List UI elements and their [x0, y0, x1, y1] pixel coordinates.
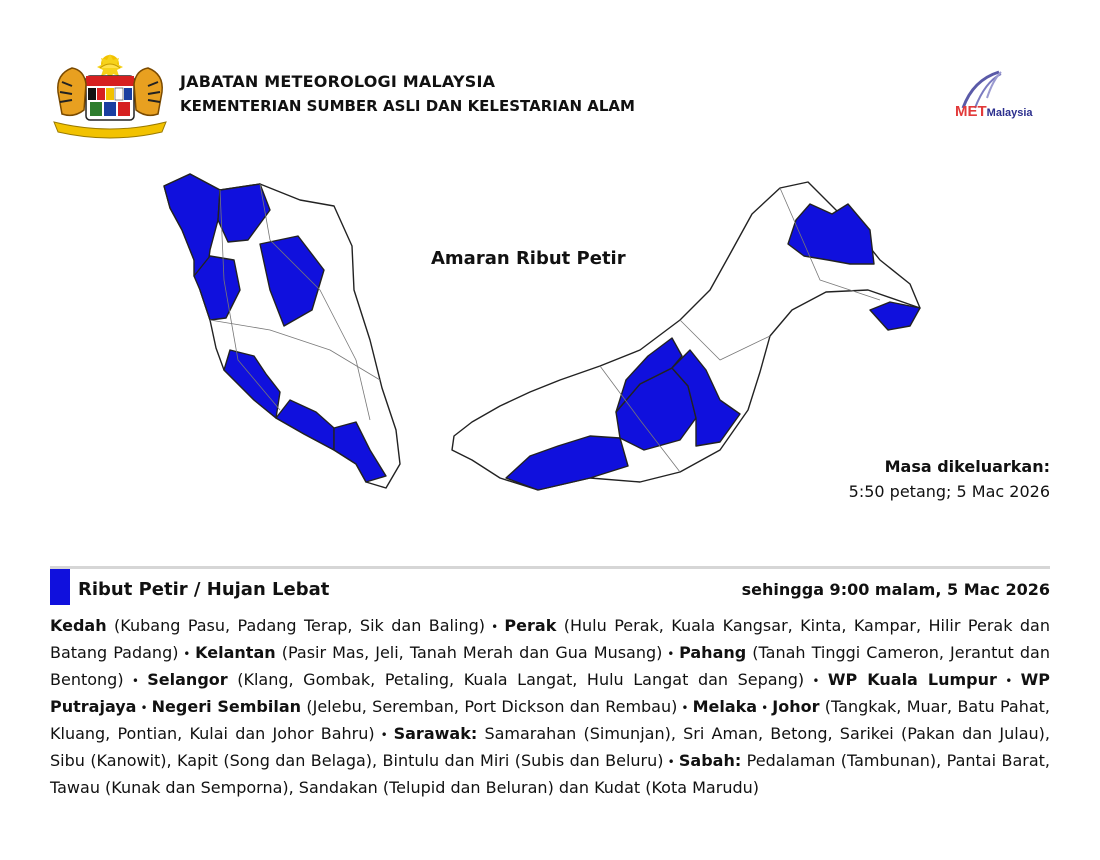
state-name: Perak: [504, 616, 557, 635]
district-list: (Hulu Perak, Kuala Kangsar, Kinta, Kampar, Hilir Perak dan Batang Padang): [50, 616, 1051, 662]
warning-color-marker: [50, 569, 70, 605]
district-list: Pedalaman (Tambunan), Pantai Barat, Tawau (Kunak dan Semporna), Sandakan (Telupid dan Beluran) dan Kudat (Kota Marudu): [50, 751, 1050, 797]
affected-area-item: [195, 643, 662, 662]
tawau-warning-area: [870, 302, 920, 330]
met-malaysia-logo: [935, 68, 1050, 122]
area-separator: •: [178, 647, 196, 661]
department-name: JABATAN METEOROLOGI MALAYSIA: [180, 72, 496, 91]
affected-area-item: [693, 697, 758, 716]
state-name: Sabah:: [678, 751, 742, 770]
state-name: Sarawak:: [393, 724, 478, 743]
state-name: Pahang: [679, 643, 747, 662]
state-name: Melaka: [692, 697, 758, 716]
district-list: (Tangkak, Muar, Batu Pahat, Kluang, Pontian, Kulai dan Johor Bahru): [50, 697, 1051, 743]
affected-area-item: [50, 616, 485, 635]
state-name: WP Putrajaya: [50, 670, 1050, 716]
area-separator: •: [485, 620, 505, 634]
area-separator: •: [663, 755, 679, 769]
area-separator: •: [123, 674, 148, 688]
malaysia-warning-map: [120, 160, 950, 510]
area-separator: •: [374, 728, 394, 742]
area-separator: •: [804, 674, 828, 688]
state-name: Johor: [772, 697, 820, 716]
peninsular-malaysia: [164, 174, 400, 488]
met-malaysia-wordmark: METMalaysia: [955, 103, 1033, 120]
state-name: Negeri Sembilan: [151, 697, 302, 716]
map-title: Amaran Ribut Petir: [431, 248, 626, 269]
state-name: Kelantan: [195, 643, 276, 662]
section-divider: [50, 566, 1050, 569]
area-separator: •: [662, 647, 680, 661]
district-list: (Kubang Pasu, Padang Terap, Sik dan Baling): [106, 616, 485, 635]
district-list: (Klang, Gombak, Petaling, Kuala Langat, Hulu Langat dan Sepang): [227, 670, 805, 689]
state-name: WP Kuala Lumpur: [827, 670, 997, 689]
area-separator: •: [757, 701, 773, 715]
state-name: Kedah: [50, 616, 107, 635]
borneo-malaysia: [452, 182, 920, 490]
warning-valid-until: sehingga 9:00 malam, 5 Mac 2026: [741, 580, 1050, 599]
issued-time: 5:50 petang; 5 Mac 2026: [848, 482, 1050, 501]
district-list: (Jelebu, Seremban, Port Dickson dan Rembau): [301, 697, 678, 716]
area-separator: •: [677, 701, 693, 715]
affected-areas-list: [50, 613, 1050, 800]
warning-title: Ribut Petir / Hujan Lebat: [78, 579, 330, 600]
district-list: (Pasir Mas, Jeli, Tanah Merah dan Gua Musang): [275, 643, 663, 662]
affected-area-item: [147, 670, 804, 689]
area-separator: •: [996, 674, 1021, 688]
district-list: Samarahan (Simunjan), Sri Aman, Betong, Sarikei (Pakan dan Julau), Sibu (Kanowit), Kapit (Song dan Belaga), Bintulu dan Miri (Subis dan Beluru): [50, 724, 1050, 770]
header: [50, 52, 1050, 142]
area-separator: •: [136, 701, 152, 715]
affected-area-item: [152, 697, 678, 716]
organization-name: [180, 72, 635, 115]
malaysia-coat-of-arms-icon: [50, 52, 170, 140]
state-name: Selangor: [147, 670, 228, 689]
district-list: (Tanah Tinggi Cameron, Jerantut dan Bentong): [50, 643, 1050, 689]
ministry-name: KEMENTERIAN SUMBER ASLI DAN KELESTARIAN ALAM: [180, 97, 635, 115]
issued-label: Masa dikeluarkan:: [884, 457, 1050, 476]
affected-area-item: [828, 670, 997, 689]
